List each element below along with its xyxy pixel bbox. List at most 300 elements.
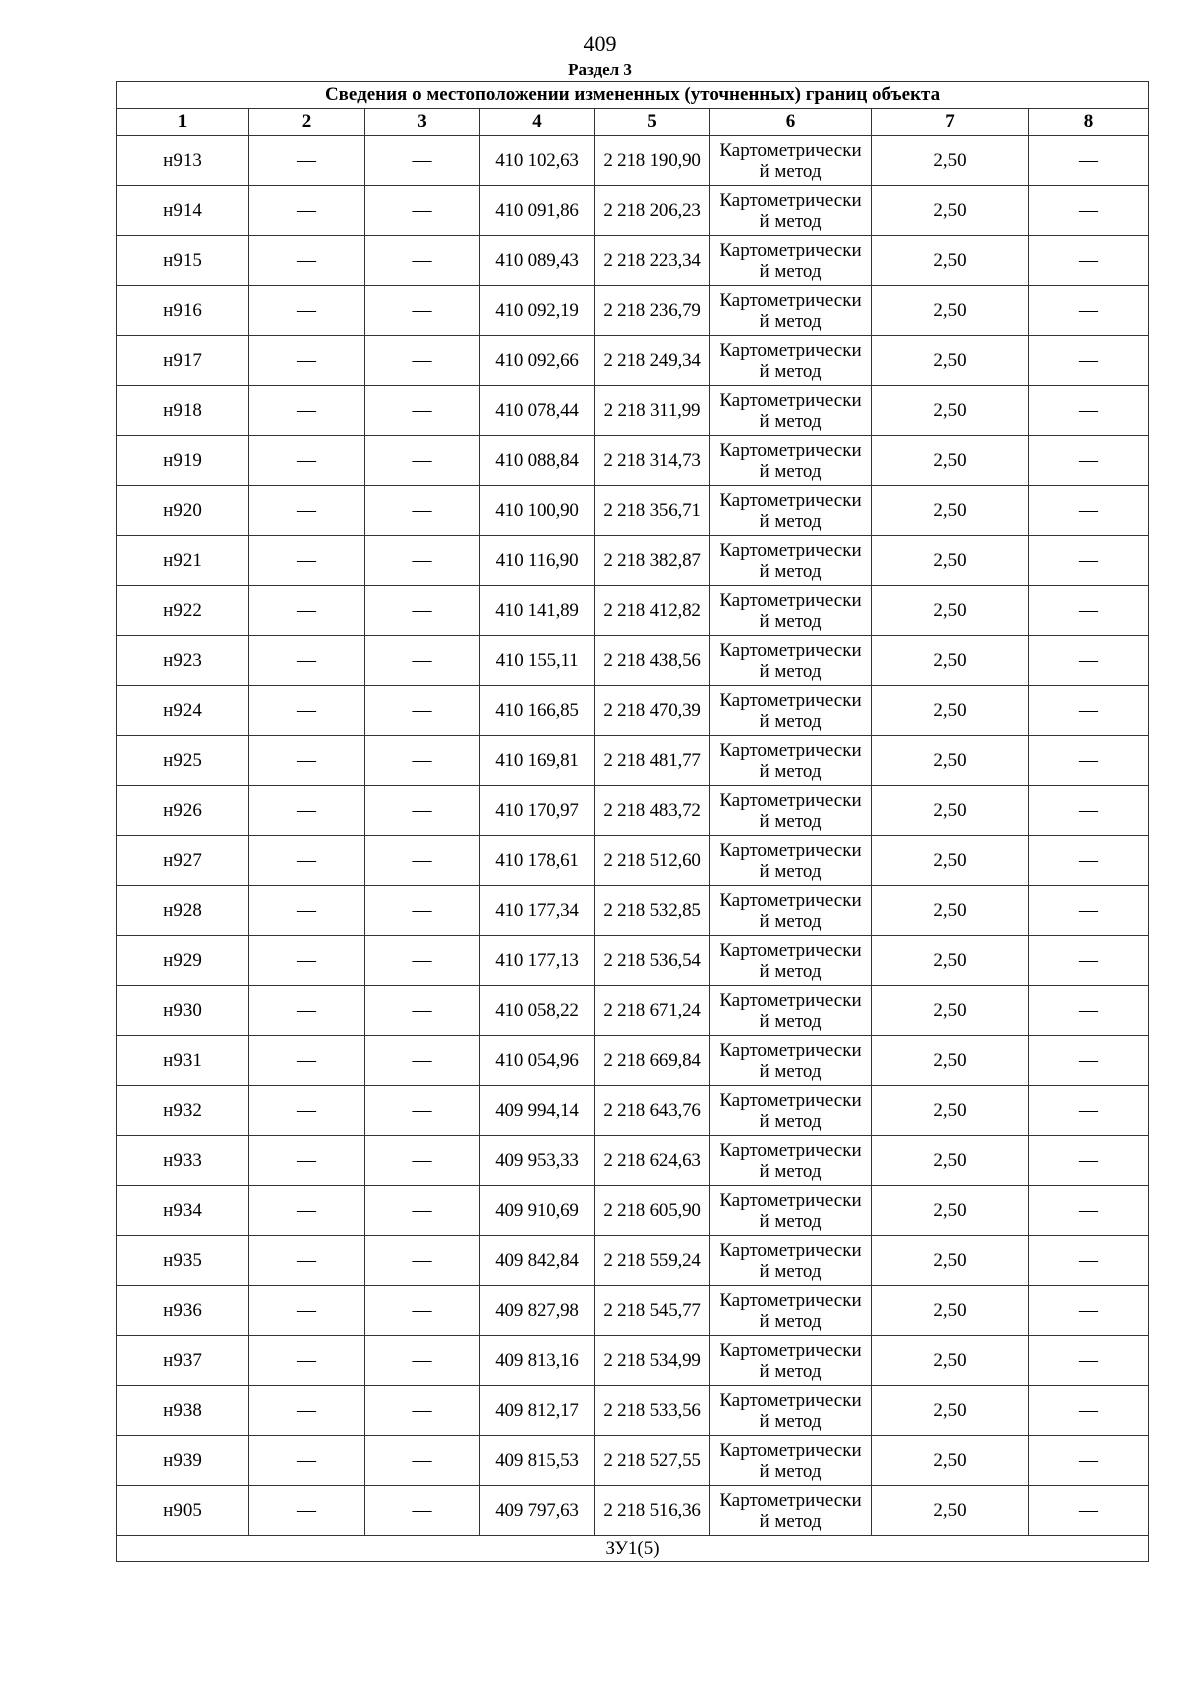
method-line: Картометрически [719, 539, 862, 561]
accuracy-cell: 2,50 [872, 336, 1029, 386]
method-line: Картометрически [719, 1339, 862, 1361]
dash-cell: — [365, 1286, 480, 1336]
method-line: й метод [759, 810, 822, 832]
x-coordinate-cell: 410 092,66 [480, 336, 595, 386]
method-cell [710, 936, 872, 986]
x-coordinate-cell: 410 169,81 [480, 736, 595, 786]
dash-cell: — [1029, 1486, 1149, 1536]
dash-cell: — [365, 1486, 480, 1536]
parcel-label: ЗУ1(5) [117, 1536, 1149, 1562]
dash-cell: — [365, 1336, 480, 1386]
y-coordinate-cell: 2 218 356,71 [595, 486, 710, 536]
method-line: Картометрически [719, 989, 862, 1011]
y-coordinate-cell: 2 218 534,99 [595, 1336, 710, 1386]
method-line: й метод [759, 360, 822, 382]
method-line: й метод [759, 1260, 822, 1282]
dash-cell: — [249, 786, 365, 836]
method-cell [710, 536, 872, 586]
method-line: й метод [759, 1410, 822, 1432]
table-row [117, 1136, 1149, 1186]
dash-cell: — [249, 336, 365, 386]
x-coordinate-cell: 410 166,85 [480, 686, 595, 736]
table-row [117, 1486, 1149, 1536]
method-cell [710, 186, 872, 236]
dash-cell: — [249, 886, 365, 936]
x-coordinate-cell: 410 102,63 [480, 136, 595, 186]
dash-cell: — [249, 236, 365, 286]
method-cell [710, 1286, 872, 1336]
method-line: й метод [759, 1160, 822, 1182]
x-coordinate-cell: 409 813,16 [480, 1336, 595, 1386]
accuracy-cell: 2,50 [872, 236, 1029, 286]
x-coordinate-cell: 409 815,53 [480, 1436, 595, 1486]
dash-cell: — [249, 1236, 365, 1286]
table-row [117, 1036, 1149, 1086]
dash-cell: — [365, 986, 480, 1036]
dash-cell: — [249, 836, 365, 886]
point-name-cell: н913 [117, 136, 249, 186]
accuracy-cell: 2,50 [872, 986, 1029, 1036]
dash-cell: — [365, 1386, 480, 1436]
dash-cell: — [365, 736, 480, 786]
method-line: й метод [759, 1360, 822, 1382]
dash-cell: — [1029, 286, 1149, 336]
method-cell [710, 636, 872, 686]
accuracy-cell: 2,50 [872, 136, 1029, 186]
point-name-cell: н931 [117, 1036, 249, 1086]
column-number: 5 [595, 109, 710, 136]
dash-cell: — [249, 186, 365, 236]
y-coordinate-cell: 2 218 559,24 [595, 1236, 710, 1286]
dash-cell: — [1029, 1036, 1149, 1086]
column-number: 3 [365, 109, 480, 136]
method-line: й метод [759, 1060, 822, 1082]
accuracy-cell: 2,50 [872, 1336, 1029, 1386]
method-line: й метод [759, 910, 822, 932]
method-cell [710, 136, 872, 186]
dash-cell: — [1029, 1386, 1149, 1436]
x-coordinate-cell: 410 058,22 [480, 986, 595, 1036]
table-row [117, 1086, 1149, 1136]
method-line: Картометрически [719, 639, 862, 661]
dash-cell: — [1029, 986, 1149, 1036]
dash-cell: — [365, 1436, 480, 1486]
dash-cell: — [1029, 886, 1149, 936]
method-line: й метод [759, 160, 822, 182]
table-row [117, 436, 1149, 486]
y-coordinate-cell: 2 218 470,39 [595, 686, 710, 736]
method-line: й метод [759, 1310, 822, 1332]
table-row [117, 786, 1149, 836]
point-name-cell: н938 [117, 1386, 249, 1436]
accuracy-cell: 2,50 [872, 1186, 1029, 1236]
point-name-cell: н922 [117, 586, 249, 636]
y-coordinate-cell: 2 218 527,55 [595, 1436, 710, 1486]
table-row [117, 486, 1149, 536]
method-line: Картометрически [719, 439, 862, 461]
dash-cell: — [365, 536, 480, 586]
method-line: й метод [759, 560, 822, 582]
method-line: й метод [759, 660, 822, 682]
accuracy-cell: 2,50 [872, 1086, 1029, 1136]
method-cell [710, 336, 872, 386]
method-cell [710, 236, 872, 286]
dash-cell: — [1029, 1186, 1149, 1236]
method-line: й метод [759, 610, 822, 632]
point-name-cell: н920 [117, 486, 249, 536]
point-name-cell: н915 [117, 236, 249, 286]
y-coordinate-cell: 2 218 481,77 [595, 736, 710, 786]
point-name-cell: н917 [117, 336, 249, 386]
column-number: 4 [480, 109, 595, 136]
table-row [117, 636, 1149, 686]
method-cell [710, 1186, 872, 1236]
dash-cell: — [249, 1386, 365, 1436]
method-cell [710, 1486, 872, 1536]
method-cell [710, 886, 872, 936]
dash-cell: — [249, 1186, 365, 1236]
x-coordinate-cell: 410 054,96 [480, 1036, 595, 1086]
method-line: й метод [759, 710, 822, 732]
table-row [117, 136, 1149, 186]
table-row [117, 386, 1149, 436]
table-body [117, 136, 1149, 1536]
point-name-cell: н932 [117, 1086, 249, 1136]
method-line: Картометрически [719, 489, 862, 511]
y-coordinate-cell: 2 218 624,63 [595, 1136, 710, 1186]
page-number: 409 [583, 31, 617, 56]
y-coordinate-cell: 2 218 532,85 [595, 886, 710, 936]
method-line: Картометрически [719, 889, 862, 911]
method-line: Картометрически [719, 139, 862, 161]
accuracy-cell: 2,50 [872, 286, 1029, 336]
dash-cell: — [1029, 736, 1149, 786]
accuracy-cell: 2,50 [872, 936, 1029, 986]
point-name-cell: н914 [117, 186, 249, 236]
x-coordinate-cell: 410 088,84 [480, 436, 595, 486]
point-name-cell: н923 [117, 636, 249, 686]
dash-cell: — [365, 286, 480, 336]
x-coordinate-cell: 409 827,98 [480, 1286, 595, 1336]
dash-cell: — [1029, 586, 1149, 636]
accuracy-cell: 2,50 [872, 636, 1029, 686]
dash-cell: — [365, 886, 480, 936]
y-coordinate-cell: 2 218 671,24 [595, 986, 710, 1036]
method-line: Картометрически [719, 589, 862, 611]
method-line: Картометрически [719, 289, 862, 311]
dash-cell: — [365, 1136, 480, 1186]
point-name-cell: н928 [117, 886, 249, 936]
method-line: Картометрически [719, 939, 862, 961]
table-row [117, 886, 1149, 936]
dash-cell: — [1029, 936, 1149, 986]
accuracy-cell: 2,50 [872, 1286, 1029, 1336]
y-coordinate-cell: 2 218 438,56 [595, 636, 710, 686]
dash-cell: — [1029, 1236, 1149, 1286]
accuracy-cell: 2,50 [872, 736, 1029, 786]
method-line: й метод [759, 1510, 822, 1532]
method-line: й метод [759, 460, 822, 482]
accuracy-cell: 2,50 [872, 586, 1029, 636]
x-coordinate-cell: 410 141,89 [480, 586, 595, 636]
method-cell [710, 736, 872, 786]
dash-cell: — [249, 586, 365, 636]
point-name-cell: н905 [117, 1486, 249, 1536]
x-coordinate-cell: 410 078,44 [480, 386, 595, 436]
point-name-cell: н933 [117, 1136, 249, 1186]
dash-cell: — [1029, 336, 1149, 386]
method-line: й метод [759, 410, 822, 432]
method-line: Картометрически [719, 1039, 862, 1061]
dash-cell: — [249, 436, 365, 486]
dash-cell: — [365, 836, 480, 886]
dash-cell: — [249, 536, 365, 586]
method-line: й метод [759, 1110, 822, 1132]
point-name-cell: н935 [117, 1236, 249, 1286]
x-coordinate-cell: 410 091,86 [480, 186, 595, 236]
dash-cell: — [249, 636, 365, 686]
y-coordinate-cell: 2 218 223,34 [595, 236, 710, 286]
dash-cell: — [1029, 686, 1149, 736]
accuracy-cell: 2,50 [872, 1436, 1029, 1486]
y-coordinate-cell: 2 218 536,54 [595, 936, 710, 986]
table-row [117, 836, 1149, 886]
x-coordinate-cell: 409 953,33 [480, 1136, 595, 1186]
accuracy-cell: 2,50 [872, 1036, 1029, 1086]
method-line: й метод [759, 760, 822, 782]
dash-cell: — [365, 1036, 480, 1086]
y-coordinate-cell: 2 218 190,90 [595, 136, 710, 186]
y-coordinate-cell: 2 218 236,79 [595, 286, 710, 336]
y-coordinate-cell: 2 218 311,99 [595, 386, 710, 436]
dash-cell: — [365, 586, 480, 636]
accuracy-cell: 2,50 [872, 536, 1029, 586]
method-cell [710, 386, 872, 436]
point-name-cell: н927 [117, 836, 249, 886]
method-cell [710, 1036, 872, 1086]
accuracy-cell: 2,50 [872, 886, 1029, 936]
point-name-cell: н925 [117, 736, 249, 786]
dash-cell: — [365, 486, 480, 536]
column-number: 1 [117, 109, 249, 136]
y-coordinate-cell: 2 218 206,23 [595, 186, 710, 236]
dash-cell: — [1029, 786, 1149, 836]
table-row [117, 1236, 1149, 1286]
table-row [117, 536, 1149, 586]
dash-cell: — [249, 386, 365, 436]
accuracy-cell: 2,50 [872, 436, 1029, 486]
point-name-cell: н930 [117, 986, 249, 1036]
y-coordinate-cell: 2 218 545,77 [595, 1286, 710, 1336]
dash-cell: — [249, 486, 365, 536]
dash-cell: — [365, 336, 480, 386]
dash-cell: — [249, 136, 365, 186]
accuracy-cell: 2,50 [872, 386, 1029, 436]
dash-cell: — [1029, 386, 1149, 436]
method-line: Картометрически [719, 789, 862, 811]
method-line: Картометрически [719, 1139, 862, 1161]
dash-cell: — [249, 686, 365, 736]
x-coordinate-cell: 410 177,13 [480, 936, 595, 986]
dash-cell: — [365, 686, 480, 736]
y-coordinate-cell: 2 218 512,60 [595, 836, 710, 886]
y-coordinate-cell: 2 218 605,90 [595, 1186, 710, 1236]
dash-cell: — [1029, 186, 1149, 236]
table-caption: Сведения о местоположении измененных (уточненных) границ объекта [117, 82, 1149, 109]
point-name-cell: н924 [117, 686, 249, 736]
dash-cell: — [249, 1486, 365, 1536]
method-cell [710, 586, 872, 636]
method-line: й метод [759, 860, 822, 882]
method-cell [710, 1086, 872, 1136]
dash-cell: — [249, 986, 365, 1036]
x-coordinate-cell: 410 177,34 [480, 886, 595, 936]
point-name-cell: н936 [117, 1286, 249, 1336]
dash-cell: — [365, 1236, 480, 1286]
x-coordinate-cell: 410 155,11 [480, 636, 595, 686]
dash-cell: — [1029, 436, 1149, 486]
table-row [117, 236, 1149, 286]
x-coordinate-cell: 410 178,61 [480, 836, 595, 886]
table-row [117, 1436, 1149, 1486]
y-coordinate-cell: 2 218 382,87 [595, 536, 710, 586]
method-cell [710, 1236, 872, 1286]
dash-cell: — [1029, 236, 1149, 286]
y-coordinate-cell: 2 218 533,56 [595, 1386, 710, 1436]
accuracy-cell: 2,50 [872, 686, 1029, 736]
point-name-cell: н916 [117, 286, 249, 336]
accuracy-cell: 2,50 [872, 1236, 1029, 1286]
table-row [117, 1386, 1149, 1436]
y-coordinate-cell: 2 218 669,84 [595, 1036, 710, 1086]
table-row [117, 686, 1149, 736]
method-cell [710, 986, 872, 1036]
x-coordinate-cell: 409 812,17 [480, 1386, 595, 1436]
column-number-row [117, 109, 1149, 136]
dash-cell: — [249, 1336, 365, 1386]
dash-cell: — [1029, 536, 1149, 586]
accuracy-cell: 2,50 [872, 836, 1029, 886]
x-coordinate-cell: 410 092,19 [480, 286, 595, 336]
method-line: Картометрически [719, 839, 862, 861]
dash-cell: — [1029, 636, 1149, 686]
method-cell [710, 1136, 872, 1186]
y-coordinate-cell: 2 218 412,82 [595, 586, 710, 636]
x-coordinate-cell: 410 170,97 [480, 786, 595, 836]
method-line: Картометрически [719, 189, 862, 211]
dash-cell: — [249, 1036, 365, 1086]
dash-cell: — [1029, 136, 1149, 186]
dash-cell: — [365, 636, 480, 686]
point-name-cell: н934 [117, 1186, 249, 1236]
dash-cell: — [1029, 1086, 1149, 1136]
y-coordinate-cell: 2 218 516,36 [595, 1486, 710, 1536]
table-row [117, 1286, 1149, 1336]
dash-cell: — [1029, 486, 1149, 536]
method-cell [710, 1336, 872, 1386]
point-name-cell: н939 [117, 1436, 249, 1486]
dash-cell: — [365, 1086, 480, 1136]
method-cell [710, 1386, 872, 1436]
y-coordinate-cell: 2 218 643,76 [595, 1086, 710, 1136]
method-line: й метод [759, 960, 822, 982]
accuracy-cell: 2,50 [872, 186, 1029, 236]
method-line: Картометрически [719, 1239, 862, 1261]
method-line: й метод [759, 310, 822, 332]
column-number: 2 [249, 109, 365, 136]
coordinates-table [116, 81, 1149, 1562]
dash-cell: — [365, 386, 480, 436]
dash-cell: — [249, 736, 365, 786]
method-line: й метод [759, 1460, 822, 1482]
y-coordinate-cell: 2 218 249,34 [595, 336, 710, 386]
method-line: Картометрически [719, 1089, 862, 1111]
method-cell [710, 1436, 872, 1486]
accuracy-cell: 2,50 [872, 1386, 1029, 1436]
table-row [117, 286, 1149, 336]
method-cell [710, 286, 872, 336]
method-line: Картометрически [719, 739, 862, 761]
dash-cell: — [365, 236, 480, 286]
y-coordinate-cell: 2 218 483,72 [595, 786, 710, 836]
method-line: Картометрически [719, 689, 862, 711]
x-coordinate-cell: 410 089,43 [480, 236, 595, 286]
table-row [117, 936, 1149, 986]
dash-cell: — [365, 136, 480, 186]
method-line: Картометрически [719, 1489, 862, 1511]
method-line: й метод [759, 260, 822, 282]
table-row [117, 586, 1149, 636]
accuracy-cell: 2,50 [872, 1136, 1029, 1186]
dash-cell: — [1029, 1436, 1149, 1486]
method-cell [710, 786, 872, 836]
dash-cell: — [1029, 1336, 1149, 1386]
method-line: Картометрически [719, 1389, 862, 1411]
dash-cell: — [365, 186, 480, 236]
method-cell [710, 436, 872, 486]
x-coordinate-cell: 409 797,63 [480, 1486, 595, 1536]
table-row [117, 736, 1149, 786]
table-row [117, 186, 1149, 236]
dash-cell: — [249, 286, 365, 336]
method-line: Картометрически [719, 389, 862, 411]
accuracy-cell: 2,50 [872, 786, 1029, 836]
dash-cell: — [249, 1136, 365, 1186]
accuracy-cell: 2,50 [872, 486, 1029, 536]
table-row [117, 986, 1149, 1036]
accuracy-cell: 2,50 [872, 1486, 1029, 1536]
x-coordinate-cell: 409 842,84 [480, 1236, 595, 1286]
dash-cell: — [249, 1086, 365, 1136]
dash-cell: — [365, 1186, 480, 1236]
x-coordinate-cell: 409 994,14 [480, 1086, 595, 1136]
y-coordinate-cell: 2 218 314,73 [595, 436, 710, 486]
dash-cell: — [365, 936, 480, 986]
method-line: й метод [759, 1210, 822, 1232]
column-number: 8 [1029, 109, 1149, 136]
method-cell [710, 686, 872, 736]
point-name-cell: н937 [117, 1336, 249, 1386]
method-line: й метод [759, 1010, 822, 1032]
dash-cell: — [249, 936, 365, 986]
method-line: Картометрически [719, 1439, 862, 1461]
x-coordinate-cell: 410 100,90 [480, 486, 595, 536]
dash-cell: — [249, 1436, 365, 1486]
dash-cell: — [365, 786, 480, 836]
x-coordinate-cell: 409 910,69 [480, 1186, 595, 1236]
column-number: 6 [710, 109, 872, 136]
point-name-cell: н918 [117, 386, 249, 436]
